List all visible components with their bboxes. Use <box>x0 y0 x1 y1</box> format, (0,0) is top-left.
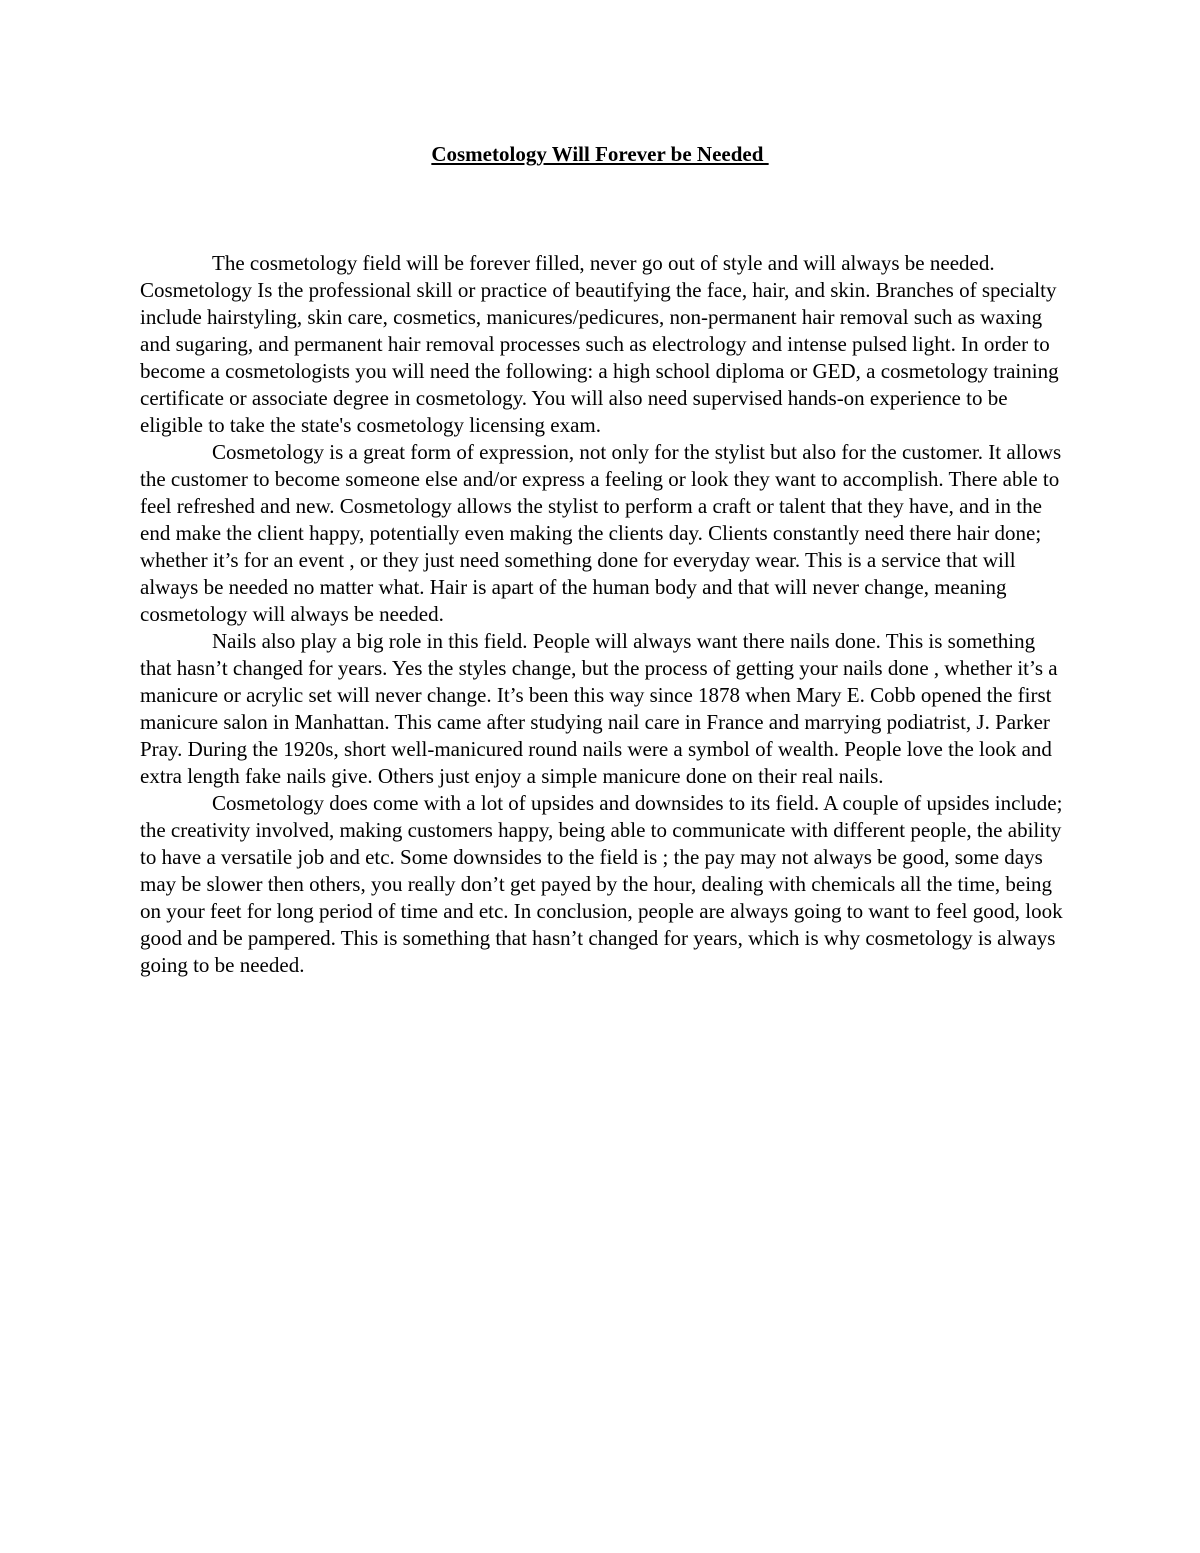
paragraph-2: Cosmetology is a great form of expression, not only for the stylist but also for the customer. It allows the customer to become someone else and/or express a feeling or look they want to accomplish. There able to feel refreshed and new. Cosmetology allows the stylist to perform a craft or talent that they have, and in the end make the client happy, potentially even making the clients day. Clients constantly need there hair done; whether it’s for an event , or they just need something done for everyday wear. This is a service that will always be needed no matter what. Hair is apart of the human body and that will never change, meaning cosmetology will always be needed. <box>140 440 1062 626</box>
document-body <box>140 250 1065 979</box>
paragraph-4: Cosmetology does come with a lot of upsides and downsides to its field. A couple of upsides include; the creativity involved, making customers happy, being able to communicate with different people, the ability to have a versatile job and etc. Some downsides to the field is ; the pay may not always be good, some days may be slower then others, you really don’t get payed by the hour, dealing with chemicals all the time, being on your feet for long period of time and etc. In conclusion, people are always going to want to feel good, look good and be pampered. This is something that hasn’t changed for years, which is why cosmetology is always going to be needed. <box>140 791 1063 977</box>
paragraph-1: The cosmetology field will be forever filled, never go out of style and will always be needed. Cosmetology Is the professional skill or practice of beautifying the face, hair, and skin. Branches of specialty include hairstyling, skin care, cosmetics, manicures/pedicures, non-permanent hair removal such as waxing and sugaring, and permanent hair removal processes such as electrology and intense pulsed light. In order to become a cosmetologists you will need the following: a high school diploma or GED, a cosmetology training certificate or associate degree in cosmetology. You will also need supervised hands-on experience to be eligible to take the state's cosmetology licensing exam. <box>140 251 1059 437</box>
document-title: Cosmetology Will Forever be Needed <box>431 142 769 166</box>
paragraph-3: Nails also play a big role in this field. People will always want there nails done. This is something that hasn’t changed for years. Yes the styles change, but the process of getting your nails done , whether it’s a manicure or acrylic set will never change. It’s been this way since 1878 when Mary E. Cobb opened the first manicure salon in Manhattan. This came after studying nail care in France and marrying podiatrist, J. Parker Pray. During the 1920s, short well-manicured round nails were a symbol of wealth. People love the look and extra length fake nails give. Others just enjoy a simple manicure done on their real nails. <box>140 629 1058 788</box>
